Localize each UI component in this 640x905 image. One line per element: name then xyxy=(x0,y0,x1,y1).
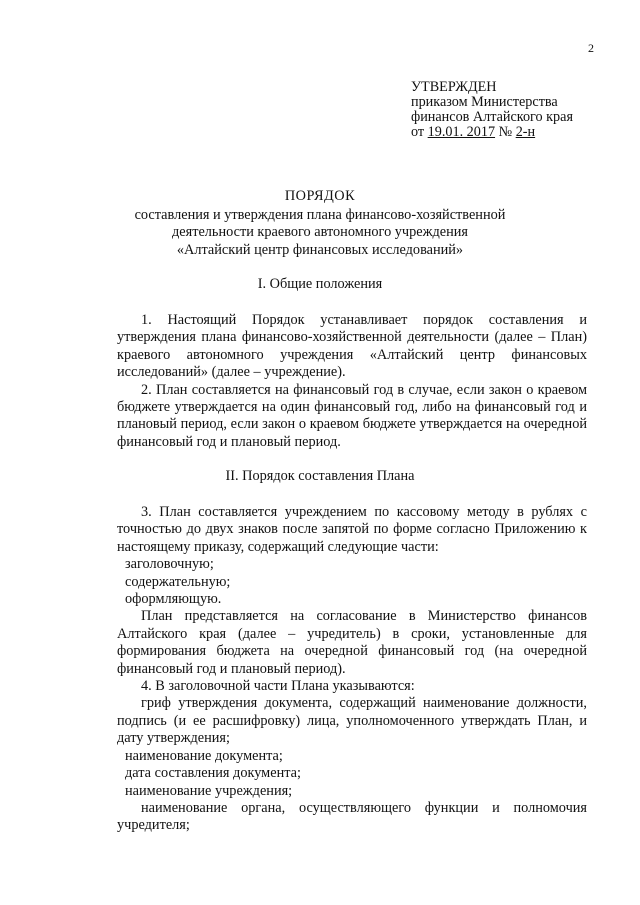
page-number: 2 xyxy=(588,41,594,55)
subtitle-line: «Алтайский центр финансовых исследований» xyxy=(176,241,464,258)
section-heading: I. Общие положения xyxy=(257,276,383,292)
paragraph: 1. Настоящий Порядок устанавливает порядок составления и утверждения плана финансово-хозяйственной деятельности (далее – План) краевого автономного учреждения «Алтайский центр финансовых исследований» (далее – учреждение). xyxy=(117,312,587,381)
number-prefix: № xyxy=(495,124,516,140)
section-heading: II. Порядок составления Плана xyxy=(225,468,415,484)
subtitle-line: составления и утверждения плана финансово-хозяйственной xyxy=(134,207,506,223)
paragraph: 4. В заголовочной части Плана указываются: xyxy=(141,678,415,695)
approval-number: 2-н xyxy=(515,124,536,140)
list-item: дата составления документа; xyxy=(125,765,301,782)
list-item: наименование документа; xyxy=(125,747,283,764)
section1-body xyxy=(117,312,587,451)
approval-stamp xyxy=(411,80,573,140)
list-item: содержательную; xyxy=(125,573,231,590)
paragraph: 3. План составляется учреждением по кассовому методу в рублях с точностью до двух знаков после запятой по форме согласно Приложению к настоящему приказу, содержащий следующие части: xyxy=(117,504,587,555)
list-item: заголовочную; xyxy=(125,556,214,573)
subtitle-line: деятельности краевого автономного учреждения xyxy=(172,224,468,241)
list-item: оформляющую. xyxy=(125,591,222,608)
list-item: наименование учреждения; xyxy=(125,782,293,799)
approval-line: финансов Алтайского края xyxy=(411,109,573,125)
list-item: наименование органа, осуществляющего функции и полномочия учредителя; xyxy=(117,799,587,834)
document-title: ПОРЯДОК xyxy=(284,188,356,204)
approval-line: УТВЕРЖДЕН xyxy=(411,79,497,95)
approval-date: 19.01. 2017 xyxy=(427,124,496,140)
paragraph: План представляется на согласование в Министерство финансов Алтайского края (далее – учредитель) в сроки, установленные для формирования бюджета на очередной финансовый год (на очередной финансовый год и плановый период). xyxy=(117,608,587,677)
paragraph: 2. План составляется на финансовый год в случае, если закон о краевом бюджете утверждается на один финансовый год, либо на финансовый год и плановый период, если закон о краевом бюджете утверждается на очередной финансовый год и плановый период. xyxy=(117,381,587,450)
document-subtitle xyxy=(0,207,640,259)
section2-body xyxy=(117,504,587,835)
list-item: гриф утверждения документа, содержащий наименование должности, подпись (и ее расшифровку) лица, уполномоченного утверждать План, и дату утверждения; xyxy=(117,695,587,747)
date-prefix: от xyxy=(411,124,428,140)
approval-line: приказом Министерства xyxy=(411,94,558,110)
approval-date-line xyxy=(411,125,573,140)
